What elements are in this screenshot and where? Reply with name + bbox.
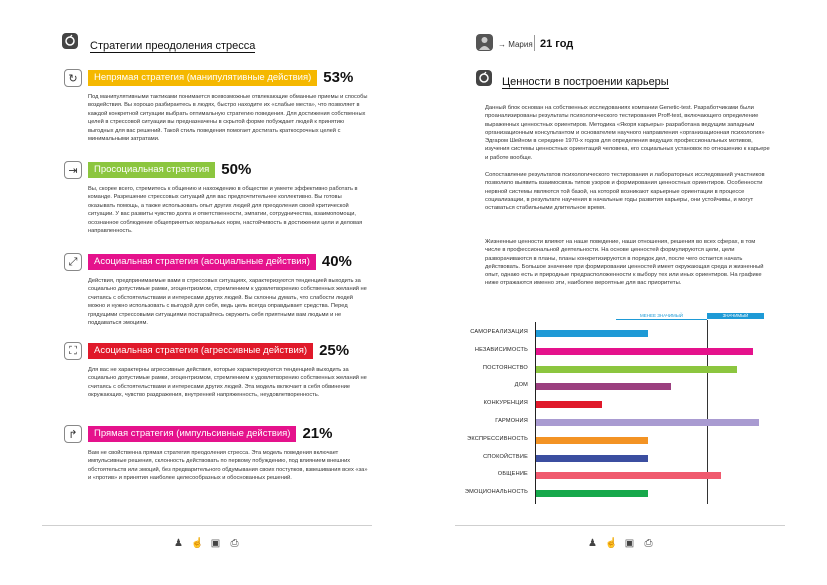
age-label: 21 год: [540, 38, 574, 50]
strategy-description: Вам не свойственна прямая стратегия преодоления стресса. Эта модель поведения включает импульсивные решения, склонность действовать по первому побуждению, под влиянием внешних обстоятельств или эмоций, без предварительного обдумывания своих поступков, взвешивания всех «за» и «против» и принятия наиболее целесообразных и обоснованных решений.: [88, 450, 368, 482]
page-title: Стратегии преодоления стресса: [90, 40, 256, 52]
chart-bar: [536, 490, 648, 497]
chart-bar: [536, 455, 648, 462]
strategy-description: Вы, скорее всего, стремитесь к общению и нахождению в обществе и умеете эффективно работать в команде. Разрешение стрессовых ситуаций для вас предпочтительнее коллективно. Вы готовы оказывать помощь, а также использовать опыт других людей для преодоления своей критической ситуации. У вас развиты чувство долга и ответственности, эмпатии, сотрудничества, взаимопомощи, осознанное соблюдение общепринятых моральных норм, настойчивость в достижении цели и деловая направленность.: [88, 186, 363, 235]
monitor-icon[interactable]: ▣: [624, 538, 635, 549]
printer-icon[interactable]: ⎙: [644, 538, 653, 549]
chart-category-label: ОБЩЕНИЕ: [497, 471, 528, 478]
monitor-icon[interactable]: ▣: [210, 538, 221, 549]
chart-bar: [536, 437, 648, 444]
chart-bar: [536, 348, 753, 355]
logo-icon: [62, 33, 78, 49]
chart-category-label: ПОСТОЯНСТВО: [482, 364, 528, 371]
paragraph: Сопоставление результатов психологического тестирования и лабораторных исследований участников позволило выявить взаимосвязь типов узоров и формирования ценностных ориентиров. Особенности нервной системы являются той базой, на которой возникают карьерные ориентации в процессе социализации, в результате научения в начальные годы развития карьеры, они устойчивы, и могут оставаться стабильными длительное время.: [485, 172, 765, 212]
chart-bar: [536, 472, 721, 479]
strategy-label: Непрямая стратегия (манипулятивные действия): [88, 70, 317, 86]
strategy-description: Действия, предпринимаемые вами в стрессовых ситуациях, характеризуются тенденцией выходить за социально допустимые рамки, эгоцентризмом, стремлением к удовлетворению собственных желаний не считаясь с обстоятельствами и интересами других людей. Вы склонны думать, что слабости людей можно и нужно использовать с выгодой для себя, ведь цель всегда оправдывает средства. Перед грядущими стрессовыми ситуациями постарайтесь окружить себя приятными вам людьми и не поддаваться эмоциям.: [88, 278, 367, 327]
strategy-label: Асоциальная стратегия (асоциальные действия): [88, 254, 316, 270]
chart-bar: [536, 330, 648, 337]
strategy-percent: 53%: [323, 69, 354, 86]
strategy-label: Просоциальная стратегия: [88, 162, 215, 178]
legend-significant: ЗНАЧИМЫЙ: [707, 313, 764, 319]
chart-category-label: ДОМ: [514, 382, 528, 389]
refresh-icon: ↻: [64, 69, 82, 87]
chart-category-label: ГАРМОНИЯ: [495, 418, 528, 424]
header-separator: [534, 35, 535, 51]
chart-bar: [536, 401, 602, 408]
chart-category-label: САМОРЕАЛИЗАЦИЯ: [470, 329, 528, 335]
chart-category-label: ЭМОЦИОНАЛЬНОСТЬ: [464, 489, 528, 496]
logo-icon: [476, 70, 492, 86]
expand-icon: ⤢: [64, 253, 82, 271]
people-icon[interactable]: ♟: [588, 538, 597, 549]
chart-bar: [536, 366, 737, 373]
avatar: [476, 34, 493, 51]
people-icon[interactable]: ♟: [174, 538, 183, 549]
printer-icon[interactable]: ⎙: [230, 538, 239, 549]
branch-icon: ↱: [64, 425, 82, 443]
strategy-description: Под манипулятивными тактиками понимается всевозможные отвлекающие обманные приемы и способы воздействия. Вы хорошо разбираетесь в людях, быстро находите их «слабые места», что позволяет в каждой конкретной ситуации выбрать оптимальную стратегию поведения. Для достижения собственных целей в стрессовой ситуации вы предназначены в скрытой форме побуждает людей к принятию выгодных для вас решений. Такой стиль поведения помогает достигать краткосрочных целей с минимальными затратами.: [88, 94, 368, 143]
legend-less-significant: МЕНЕЕ ЗНАЧИМЫЙ: [616, 313, 707, 320]
strategy-percent: 40%: [321, 253, 352, 270]
pointer-icon[interactable]: ☝: [605, 538, 618, 549]
person-name: → Мария: [498, 40, 533, 49]
strategy-label: Прямая стратегия (импульсивные действия): [88, 426, 296, 442]
strategy-description: Для вас не характерны агрессивные действия, которые характеризуются тенденцией выходить за социально допустимые рамки, эгоцентризмом, стремлением к удовлетворению собственных желаний не считаясь с обстоятельствами и интересами других людей. Эта модель включает в себя обвинение окружающих, чувство раздражения, внутренней напряженность, неудовлетворенность.: [88, 367, 367, 399]
chart-category-label: НЕЗАВИСИМОСТЬ: [474, 346, 528, 353]
fullscreen-icon: ⛶: [64, 342, 82, 360]
left-footer-divider: [42, 525, 372, 526]
pointer-icon[interactable]: ☝: [191, 538, 204, 549]
chart-bar: [536, 419, 759, 426]
section-title: Ценности в построении карьеры: [502, 76, 669, 88]
chart-category-label: СПОКОЙСТВИЕ: [483, 453, 528, 460]
paragraph: Данный блок основан на собственных исследованиях компании Genetic-test. Разработчиками были проанализированы результаты психологического тестирования Proff-test, включающего определение выраженных ценностных ориентиров. Методика «Якоря карьеры» разработана ведущим западным организационным консультантом и основателем научного направления «организационная психология» Эдгаром Шейном в середине 1970-х годов для определения ведущих профессиональных мотивов, изучения системы ценностных ориентаций человека, его социальных установок по отношению к карьере и работе вообще.: [485, 105, 770, 161]
chart-category-label: ЭКСПРЕССИВНОСТЬ: [467, 435, 528, 442]
paragraph: Жизненные ценности влияют на наше поведение, наши отношения, решения во всех сферах, в том числе в профессиональной деятельности. На основе ценностей формулируются цели, цели разворачиваются в планы, планы конкретизируются в порядок дел, после чего остается начать действовать. Большое значение при формировании ценностей имеет окружающая среда и жизненный опыт, однако есть и природные предрасположенности к выбору тех или иных ориентиров. На графике ниже отражаются именно эти, наиболее вероятные для вас приоритеты.: [485, 239, 764, 287]
chart-bar: [536, 383, 671, 390]
right-footer-divider: [455, 525, 785, 526]
strategy-percent: 50%: [221, 161, 252, 178]
arrows-inward-icon: ⇥: [64, 161, 82, 179]
strategy-percent: 25%: [319, 342, 350, 359]
strategy-percent: 21%: [302, 425, 333, 442]
chart-category-label: КОНКУРЕНЦИЯ: [483, 400, 528, 407]
strategy-label: Асоциальная стратегия (агрессивные действия): [88, 343, 313, 359]
